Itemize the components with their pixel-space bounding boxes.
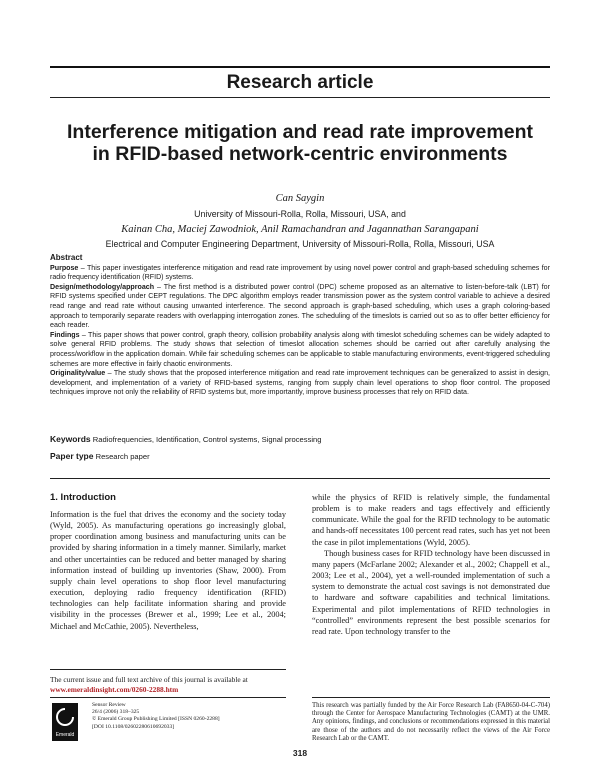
abstract-findings — [50, 331, 550, 369]
full-text-notice — [50, 675, 286, 694]
abstract-label: Purpose — [50, 263, 79, 272]
section-label: Research article — [226, 72, 374, 93]
paper-title: Interference mitigation and read rate improvement in RFID-based network-centric environments — [67, 121, 533, 165]
header-rule-bottom — [50, 97, 550, 98]
journal-doi: [DOI 10.1108/02602280610692033] — [92, 723, 175, 730]
abstract-label: Findings — [50, 330, 80, 339]
abstract-text: – This paper shows that power control, graph theory, collision probability analysis along with timeslot scheduling schemes can be widely adapted to solve general RFID problems. The study shows that selection of timeslot allocation schemes should be carried out after carefully analysing the process/workflow in the application domain. While fair scheduling schemes can be applicable to stable manufacturing environments, event-triggered scheduling schemes are more effective in fairly chaotic environments. — [50, 330, 550, 368]
body-paragraph: Though business cases for RFID technology have been discussed in many papers (McFarlane 2002; Alexander et al., 2002; Chappell et al., 2003; Lee et al., 2004), yet a well-rounded implementation of such a system to demonstrate the actual cost savings is not demonstrated due to hardware and software capabilities and technical limitations. Experimental and pilot implementations of RFID technologies in “controlled” environments represent the best possible scenarios for read rate. Upon technology transfer to the — [312, 548, 550, 636]
abstract-label: Originality/value — [50, 369, 106, 378]
abstract-label: Design/methodology/approach — [50, 282, 155, 291]
affiliation-line-1: University of Missouri-Rolla, Rolla, Missouri, USA, and — [194, 209, 406, 219]
abstract-text: – This paper investigates interference mitigation and read rate improvement by using novel power control and graph-based scheduling schemes for radio frequency identification (RFID) systems. — [50, 263, 550, 282]
funding-note: This research was partially funded by the Air Force Research Lab (FA8650-04-C-704) through the Center for Aerospace Manufacturing Technologies (CAMT) at the UMR. Any opinions, findings, and conclusions or recommendations expressed in this material are those of the authors and do not necessarily reflect the views of the Air Force Research Lab or the CAMT. — [312, 702, 550, 742]
keywords-label: Keywords — [50, 434, 91, 444]
full-text-line: The current issue and full text archive of this journal is available at — [50, 675, 248, 684]
journal-name: Sensor Review — [92, 702, 126, 708]
paper-type-text: Research paper — [93, 452, 150, 461]
footnote-rule-right — [312, 697, 550, 698]
journal-copyright: © Emerald Group Publishing Limited [ISSN 0260-2288] — [92, 716, 220, 723]
svg-text:Emerald: Emerald — [55, 732, 75, 738]
abstract-design — [50, 283, 550, 331]
abstract-purpose — [50, 264, 550, 283]
body-column-right — [312, 492, 550, 637]
keywords — [50, 434, 550, 444]
body-paragraph: while the physics of RFID is relatively simple, the fundamental problem is to make readers and tags effectively and efficiently communicate. While the goal for the RFID technology to be automatic and hands-off necessitates 100 percent read rates, such has yet not been the case in pilot implementations (Wyld, 2005). — [312, 493, 550, 547]
header-rule-top — [50, 66, 550, 68]
abstract-heading: Abstract — [50, 253, 83, 262]
abstract-text: – The study shows that the proposed interference mitigation and read rate improvement techniques can be generalized to assist in design, development, and implementation of a variety of RFID-based systems, ranging from supply chain level operations to shop floor control. The proposed techniques improve not only the reliability of RFID systems but, more importantly, improve business processes that rely on RFID data. — [50, 369, 550, 397]
body-rule — [50, 478, 550, 479]
footnote-rule-left-2 — [50, 697, 286, 698]
journal-link[interactable]: www.emeraldinsight.com/0260-2288.htm — [50, 684, 179, 694]
page-number: 318 — [292, 748, 308, 758]
abstract — [50, 253, 550, 398]
body-column-left — [50, 509, 286, 632]
footnote-rule-left — [50, 669, 286, 670]
abstract-originality — [50, 369, 550, 398]
abstract-text: – The first method is a distributed power control (DPC) scheme proposed as an alternative to listen-before-talk (LBT) for RFID systems specified under CEPT regulations. The DPC algorithm employs reader transmission power as the system control variable to achieve a desired read range and read rate without causing unwanted interference. The second approach is graph-based scheduling, which uses a graph coloring-based approach to temporarily separate readers with overlapping interrogation zones. The scheduling of the timeslots is carried out so as to offer better efficiency for each reader. — [50, 282, 550, 330]
affiliation-line-2: Electrical and Computer Engineering Department, University of Missouri-Rolla, Rolla, Missouri, USA — [105, 239, 495, 249]
paper-type-label: Paper type — [50, 451, 94, 461]
emerald-logo-icon — [52, 703, 78, 741]
keywords-text: Radiofrequencies, Identification, Control systems, Signal processing — [90, 435, 322, 444]
journal-issue: 26/4 (2006) 318–325 — [92, 709, 140, 716]
paper-type — [50, 451, 550, 461]
emerald-logo — [52, 703, 78, 741]
author-line-2: Kainan Cha, Maciej Zawodniok, Anil Ramachandran and Jagannathan Sarangapani — [121, 224, 479, 235]
author-line-1: Can Saygin — [275, 193, 325, 204]
section-heading-introduction: 1. Introduction — [50, 492, 116, 503]
body-paragraph: Information is the fuel that drives the economy and the society today (Wyld, 2005). As manufacturing operations go increasingly global, proper coordination among business and manufacturing units can be provided by sharing information in a timely manner. Similarly, market and other uncertainties can be reduced and better managed by sharing information instead of building up inventories (Shaw, 2000). From supply chain level operations to shop floor level manufacturing execution, deploying radio frequency identification (RFID) technologies can help facilitate information sharing and provide visibility in the processes (Brewer et al., 1999; Lee et al., 2004; Michael and McCathie, 2005). Nevertheless, — [50, 510, 286, 631]
journal-info — [92, 702, 292, 731]
